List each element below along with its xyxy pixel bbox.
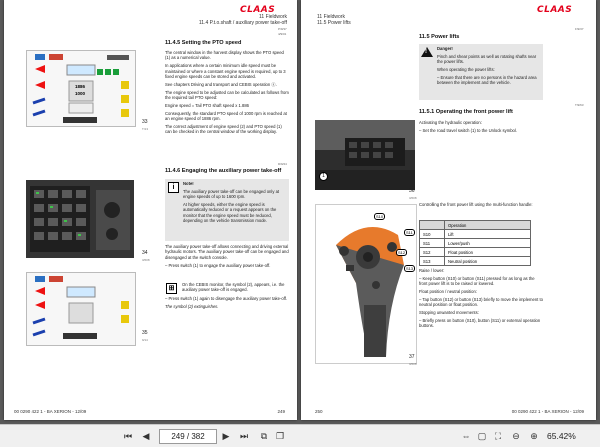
fit-page-icon[interactable]: ▢ — [477, 431, 487, 441]
viewer-toolbar — [0, 424, 600, 447]
figure-number-33: 33 — [142, 119, 148, 125]
aux-pto-body: The auxiliary power take-off allows connecting and driving external hydraulic motors. The auxiliary power take-off can be engaged and disengaged at the switch console. – Press switch (1) to engage the auxiliary power take-off. — [165, 244, 289, 268]
document-page-249 — [4, 0, 297, 420]
last-page-icon[interactable]: ⏭ — [239, 431, 249, 441]
note-icon: i — [168, 182, 179, 193]
section2-code: T/9/63 — [575, 103, 584, 107]
cebis-screen-figure-33 — [26, 50, 136, 127]
figure-code-36: 3/608 — [409, 196, 417, 200]
aux-pto-symbol-icon: ⊞ — [166, 283, 177, 294]
page-header: 11 Fieldwork 11.5 Power lifts — [317, 14, 351, 26]
header-code: F/9/37 — [575, 27, 584, 31]
zoom-level[interactable]: 65.42% — [547, 431, 576, 441]
table-row: S10 Lift — [420, 230, 531, 239]
danger-paragraph-2: When operating the power lifts: — [437, 67, 495, 72]
next-page-icon[interactable]: ▶ — [222, 431, 230, 441]
section-title-power-lifts: 11.5 Power lifts — [419, 34, 460, 40]
section-title-aux-pto: 11.4.6 Engaging the auxiliary power take-off — [165, 168, 282, 174]
prev-page-icon[interactable]: ◀ — [142, 431, 150, 441]
note-paragraph-1: The auxiliary power take-off can be engaged only at engine speeds of up to 1600 rpm. — [183, 188, 280, 200]
activating-step: – Set the road travel switch (1) to the Unlock symbol. — [419, 127, 517, 133]
footer-doc-id: 00 0290 422 1 - BA XERION - 12/09 — [14, 409, 87, 414]
table-header-row: Operation — [420, 221, 531, 230]
screen-speed-2: 1000 — [75, 91, 86, 96]
figure-number-36: 36 — [409, 188, 415, 194]
document-page-250 — [301, 0, 596, 420]
footer-page-number: 250 — [315, 409, 323, 414]
table-row: S11 Lower/push — [420, 239, 531, 248]
claas-logo: CLAAS — [537, 5, 573, 15]
table-row: S13 Neutral position — [420, 257, 531, 266]
figure-code-35: 9/14 — [142, 338, 148, 342]
cebis-screen-figure-35 — [26, 272, 136, 346]
note-box — [165, 179, 289, 241]
danger-box — [419, 44, 543, 100]
operations-table — [419, 220, 531, 266]
callout-1: 1 — [319, 172, 328, 181]
figure-code-37: 3/608 — [409, 362, 417, 366]
table-row: S12 Float position — [420, 248, 531, 257]
danger-title: Danger! — [437, 46, 453, 51]
final-line: The symbol (2) extinguishes. — [165, 303, 219, 309]
footer-doc-id: 00 0290 422 1 - BA XERION - 12/09 — [511, 409, 584, 414]
step-engage: – Press switch (1) to engage the auxiliary power take-off. — [165, 262, 271, 268]
handle-label-s12: S12 — [398, 250, 406, 255]
danger-bullet: – Ensure that there are no persons in the hazard area between the implement and the vehicle. — [437, 74, 537, 86]
header-code: P/9/37 — [278, 27, 287, 31]
aux-pto-body-2 — [165, 296, 289, 312]
copy-icon[interactable]: ⧉ — [260, 431, 268, 441]
fit-width-icon[interactable]: ⇔ — [461, 431, 471, 441]
section-title-front-power-lift: 11.5.1 Operating the front power lift — [419, 109, 513, 115]
page-number-input[interactable]: 249 / 382 — [159, 429, 217, 444]
handle-label-s13: S13 — [406, 266, 414, 271]
figure-code-33: T/13 — [142, 127, 149, 131]
cab-console-photo-figure-36 — [315, 120, 415, 190]
note-paragraph-2: At higher speeds, either the engine speed is automatically reduced or a request appears on the monitor that the engine speed must be reduced, depending on the vehicle transmission mode. — [183, 202, 277, 224]
note-title: Note! — [183, 181, 194, 186]
screen-speed-1: 1886 — [75, 84, 86, 89]
switch-console-photo-figure-34 — [26, 180, 134, 258]
activating-text: Activating the hydraulic operation: – Set the road travel switch (1) to the Unlock symbol. — [419, 120, 543, 136]
figure-number-35: 35 — [142, 330, 148, 336]
page-header: 11 Fieldwork 11.4 P.t.o.shaft / auxiliary power take-off — [198, 14, 287, 26]
operation-instructions: Raise / lower: – Keep button (S10) or button (S11) pressed for as long as the front power lift is to be raised or lowered. Float position / neutral position: – Tap button (S12) or button (S13) briefly to move the implement to neutral position or float position. Stopping unwanted movements: – Briefly press on button (S10), button (S11) or external operation buttons. — [419, 268, 543, 329]
figure-number-37: 37 — [409, 354, 415, 360]
zoom-in-icon[interactable]: ⊕ — [530, 431, 538, 441]
section-body-pto-speed: The central window in the harvest display shows the PTO speed (1) as a numerical value. In applications where a certain minimum idle speed must be maintained or where a constant engine speed is required, up to 3 fixed engine speeds can be stored and activated. See chapters Driving and transport and CEBIS operation ⓐ. The engine speed to be adjusted can be calculated as follows from the required tail PTO speed: Engine speed = Tail PTO shaft speed x 1.886 Consequently, the standard PTO speed of 1000 rpm is reached at an engine speed of 1886 rpm. The correct adjustment of engine speed (2) and PTO speed (1) can be checked in the central window of the working display. — [165, 50, 289, 135]
multifunction-handle-figure-37 — [315, 204, 417, 364]
first-page-icon[interactable]: ⏮ — [123, 431, 133, 441]
footer-page-number: 249 — [277, 409, 285, 414]
claas-logo: CLAAS — [240, 5, 276, 15]
step-disengage: – Press switch (1) again to disengage the auxiliary power take-off. — [165, 296, 288, 301]
handle-label-s11: S11 — [406, 230, 413, 235]
handle-label-s10: S10 — [376, 214, 384, 219]
copy2-icon[interactable]: ❐ — [275, 431, 285, 441]
figure-number-34: 34 — [142, 250, 148, 256]
section-title-pto-speed: 11.4.5 Setting the PTO speed — [165, 40, 242, 46]
danger-paragraph-1: Pinch and shear points as well as rotating shafts near the power lifts. — [437, 53, 537, 65]
header-code-2: 4/9/01 — [278, 32, 287, 36]
fullscreen-icon[interactable]: ⛶ — [494, 431, 502, 441]
cebis-note: On the CEBIS monitor, the symbol (2), appears, i.e. the auxiliary power take-off is engaged. — [182, 282, 285, 293]
section2-code: D/9/24 — [278, 162, 287, 166]
danger-warning-icon: ! — [421, 47, 433, 57]
controller-text: Controlling the front power lift using the multi-function handle: — [419, 202, 533, 207]
zoom-out-icon[interactable]: ⊖ — [512, 431, 520, 441]
figure-code-34: 3/608 — [142, 258, 150, 262]
